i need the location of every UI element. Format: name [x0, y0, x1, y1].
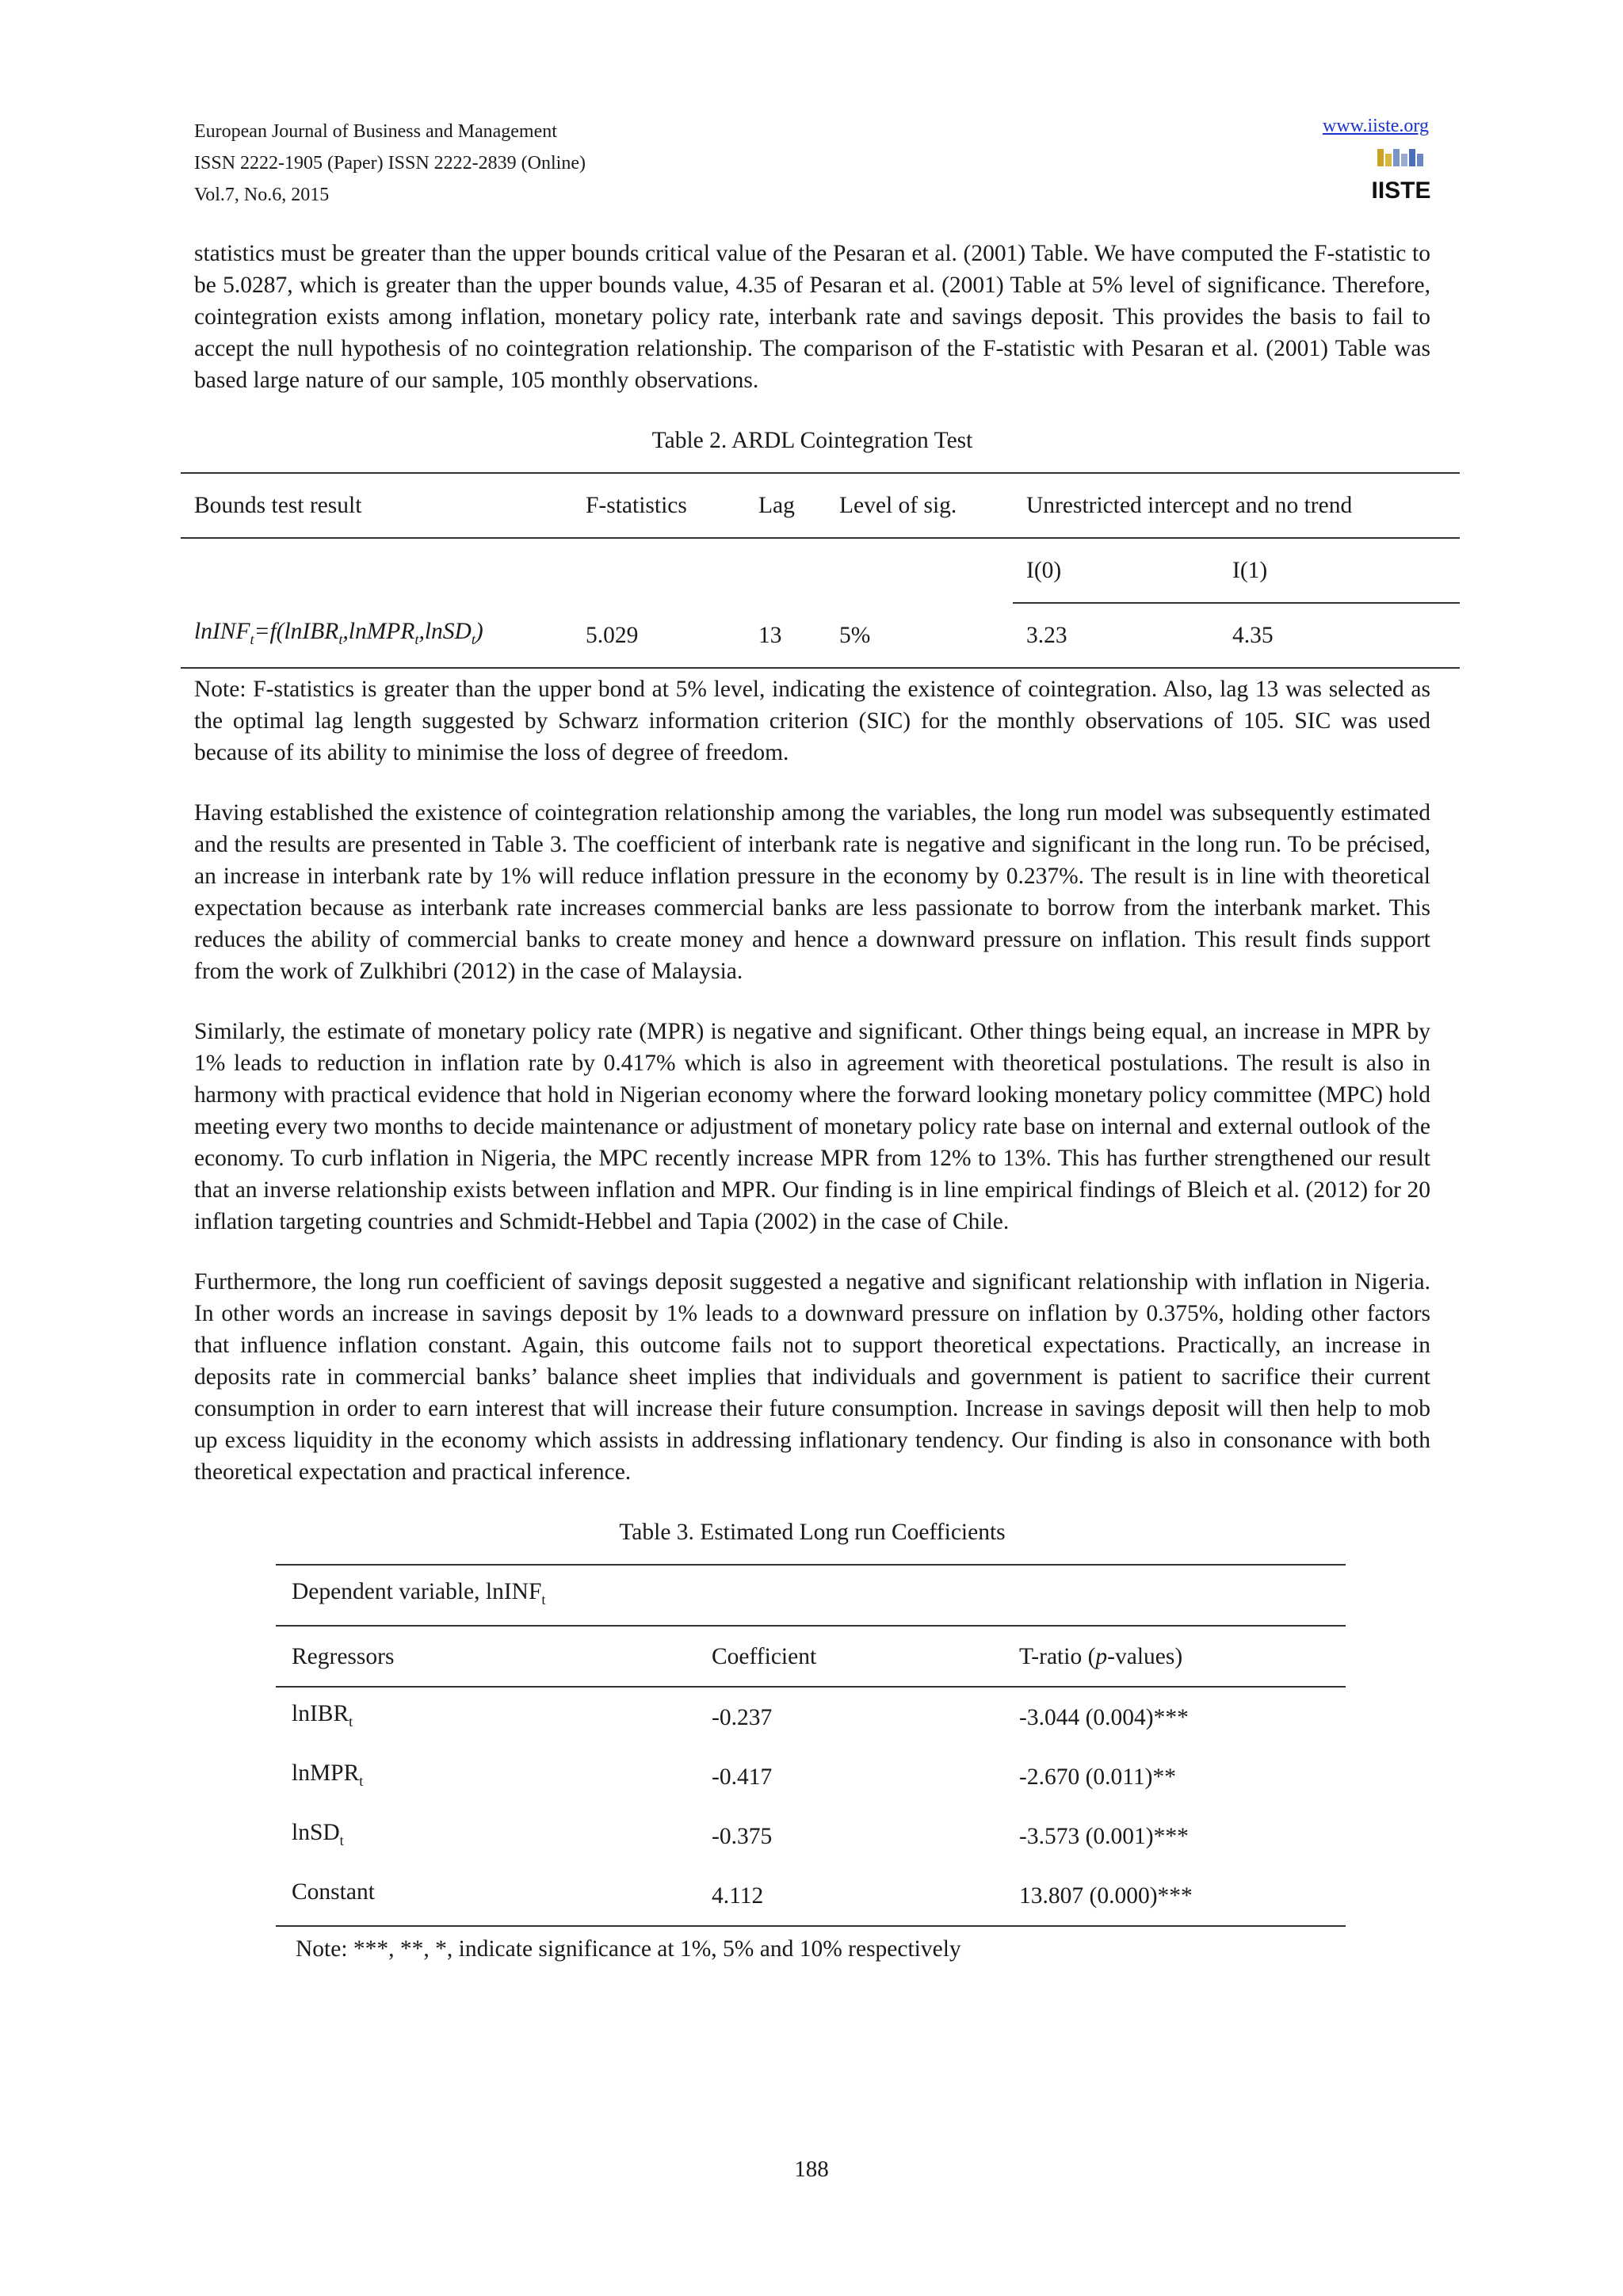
table2-fstat-value: 5.029: [572, 603, 745, 668]
table2-header-lag: Lag: [745, 473, 826, 538]
table2-note: Note: F-statistics is greater than the upper bond at 5% level, indicating the existence of cointegration. Also, lag 13 was selected as the optimal lag length suggested by Schwarz information criterion (SIC) for the monthly observations of 105. SIC was used because of its ability to minimise the loss of degree of freedom.: [194, 677, 1430, 765]
table2-header-fstat: F-statistics: [572, 473, 745, 538]
journal-name: European Journal of Business and Management: [194, 121, 557, 142]
table3-header-regressors: Regressors: [276, 1626, 696, 1687]
page-number: 188: [794, 2157, 829, 2182]
table2-header-row: [181, 473, 1460, 538]
table-row: [276, 1747, 1346, 1806]
table3-caption: Table 3. Estimated Long run Coefficients: [619, 1520, 1006, 1545]
table2-header-level: Level of sig.: [826, 473, 1013, 538]
journal-volume: Vol.7, No.6, 2015: [194, 185, 330, 205]
table2-subheader-row: [181, 538, 1460, 603]
table-row: [276, 1806, 1346, 1866]
journal-url-link[interactable]: www.iiste.org: [1323, 116, 1429, 136]
regressor-name: lnMPR$_t$: [292, 1760, 364, 1789]
table-row: [276, 1866, 1346, 1926]
logo-text: IISTE: [1371, 177, 1431, 204]
table2-equation: lnINF$_t$=f(lnIBR$_t$,lnMPR$_t$,lnSD$_t$): [181, 603, 572, 668]
tratio-value: -2.670 (0.011)**: [1019, 1764, 1177, 1790]
iiste-logo-icon: [1371, 147, 1431, 204]
regressor-name: lnIBR$_t$: [276, 1687, 696, 1747]
table3-dependent-row: [276, 1565, 1346, 1626]
paragraph-2: Having established the existence of cointegration relationship among the variables, the long run model was subsequently estimated and the results are presented in Table 3. The coefficient of interbank rate is negative and significant in the long run. To be précised, an increase in interbank rate by 1% will reduce inflation pressure in the economy by 0.237%. The result is in line with theoretical expectation because as interbank rate increases commercial banks are less passionate to borrow from the interbank market. This reduces the ability of commercial banks to create money and hence a downward pressure on inflation. This result finds support from the work of Zulkhibri (2012) in the case of Malaysia.: [194, 800, 1430, 984]
table3-note: Note: ***, **, *, indicate significance at 1%, 5% and 10% respectively: [296, 1936, 961, 1962]
table-row: [276, 1687, 1346, 1747]
table2-header-unrestricted: Unrestricted intercept and no trend: [1013, 473, 1460, 538]
table2-lag-value: 13: [745, 603, 826, 668]
table3-header-row: [276, 1626, 1346, 1687]
table3-dependent-variable: Dependent variable, lnINF$_t$: [276, 1565, 1346, 1626]
logo-bars: [1377, 149, 1423, 166]
table3-long-run-coefficients: [276, 1564, 1346, 1927]
page-content: [194, 238, 1430, 1965]
paragraph-1: statistics must be greater than the upper bounds critical value of the Pesaran et al. (2001) Table. We have computed the F-statistic to be 5.0287, which is greater than the upper bounds value, 4.35 of Pesaran et al. (2001) Table at 5% level of significance. Therefore, cointegration exists among inflation, monetary policy rate, interbank rate and savings deposit. This provides the basis to fail to accept the null hypothesis of no cointegration relationship. The comparison of the F-statistic with Pesaran et al. (2001) Table was based large nature of our sample, 105 monthly observations.: [194, 241, 1430, 393]
journal-header: [194, 116, 1430, 211]
table2-i1-value: 4.35: [1219, 603, 1460, 668]
table2-i0-value: 3.23: [1013, 603, 1219, 668]
paragraph-3: Similarly, the estimate of monetary policy rate (MPR) is negative and significant. Other things being equal, an increase in MPR by 1% leads to reduction in inflation rate by 0.417% which is also in agreement with theoretical postulations. The result is also in harmony with practical evidence that hold in Nigerian economy where the forward looking monetary policy committee (MPC) hold meeting every two months to decide maintenance or adjustment of monetary policy rate base on internal and external outlook of the economy. To curb inflation in Nigeria, the MPC recently increase MPR from 12% to 13%. This has further strengthened our result that an inverse relationship exists between inflation and MPR. Our finding is in line empirical findings of Bleich et al. (2012) for 20 inflation targeting countries and Schmidt-Hebbel and Tapia (2002) in the case of Chile.: [194, 1019, 1430, 1234]
table2-header-bounds: Bounds test result: [181, 473, 572, 538]
table2-data-row: [181, 603, 1460, 668]
table3-header-tratio: T-ratio (p-values): [1003, 1626, 1346, 1687]
regressor-name: Constant: [276, 1866, 696, 1926]
coefficient-value: -0.237: [696, 1687, 1003, 1747]
coefficient-value: -0.417: [712, 1764, 773, 1790]
table2-ardl-cointegration: [181, 472, 1460, 669]
regressor-name: lnSD$_t$: [292, 1819, 344, 1848]
tratio-value: 13.807 (0.000)***: [1003, 1866, 1346, 1926]
paragraph-4: Furthermore, the long run coefficient of savings deposit suggested a negative and significant relationship with inflation in Nigeria. In other words an increase in savings deposit by 1% leads to a downward pressure on inflation by 0.375%, holding other factors that influence inflation constant. Again, this outcome fails not to support theoretical expectations. Practically, an increase in deposits rate in commercial banks’ balance sheet implies that individuals and government is patient to sacrifice their current consumption in order to earn interest that will increase their future consumption. Increase in savings deposit will then help to mob up excess liquidity in the economy which assists in addressing inflationary tendency. Our finding is also in consonance with both theoretical expectation and practical inference.: [194, 1269, 1430, 1485]
table3-header-coefficient: Coefficient: [696, 1626, 1003, 1687]
tratio-value: -3.573 (0.001)***: [1019, 1823, 1189, 1849]
coefficient-value: 4.112: [696, 1866, 1003, 1926]
coefficient-value: -0.375: [712, 1823, 773, 1849]
table2-header-i0: I(0): [1013, 538, 1219, 603]
table2-header-i1: I(1): [1219, 538, 1460, 603]
table2-level-value: 5%: [826, 603, 1013, 668]
journal-issn: ISSN 2222-1905 (Paper) ISSN 2222-2839 (Online): [194, 153, 586, 174]
tratio-value: -3.044 (0.004)***: [1003, 1687, 1346, 1747]
table2-caption: Table 2. ARDL Cointegration Test: [651, 428, 973, 453]
